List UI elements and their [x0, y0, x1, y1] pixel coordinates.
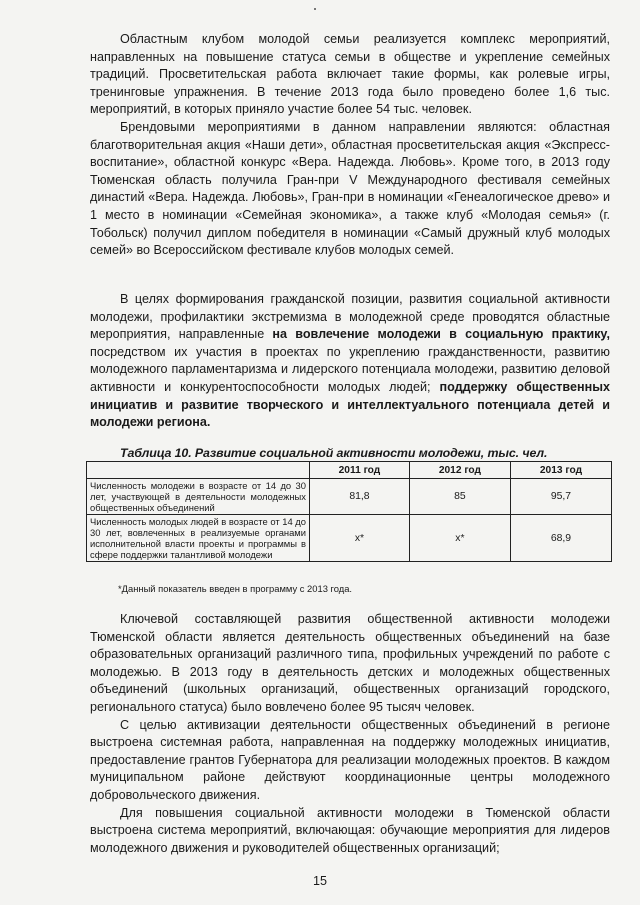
civic-bold-part2: поддержку общественных инициатив и развитие творческого и интеллектуального потенциала детей и молодежи региона. [90, 379, 610, 430]
table-row-label: Численность молодых людей в возрасте от 14 до 30 лет, вовлеченных в реализуемые органами исполнительной власти проекты и программы в сфере поддержки талантливой молодежи [87, 515, 310, 562]
intro-text-block [90, 31, 610, 260]
table-row [87, 479, 612, 515]
table-cell: 81,8 [310, 479, 410, 515]
paragraph-activity-measures: Для повышения социальной активности молодежи в Тюменской области выстроена система мероприятий, включающая: обучающие мероприятия для лидеров молодежного движения и руководителей общественных организаций; [90, 805, 610, 855]
table-row-label: Численность молодежи в возрасте от 14 до 30 лет, участвующей в деятельности молодежных общественных объединений [87, 479, 310, 515]
paragraph-systemic-work: С целью активизации деятельности общественных объединений в регионе выстроена системная работа, направленная на поддержку молодежных инициатив, предоставление грантов Губернатора для реализации молодежных проектов. В каждом муниципальном районе действуют координационные центры молодежного добровольческого движения. [90, 717, 610, 802]
table-cell: 95,7 [510, 479, 611, 515]
table-cell: х* [310, 515, 410, 562]
paragraph-brand-events: Брендовыми мероприятиями в данном направлении являются: областная благотворительная акция «Наши дети», областная просветительская акция «Экспресс-воспитание», областной конкурс «Вера. Надежда. Любовь». Кроме того, в 2013 году Тюменская область получила Гран-при V Международного фестиваля семейных династий «Вера. Надежда. Любовь», Гран-при в номинации «Генеалогическое древо» и 1 место в номинации «Семейная экономика», а также клуб «Молодая семья» (г. Тобольск) получил диплом победителя в номинации «Самый дружный клуб молодых семей» во Всероссийском фестивале клубов молодых семей. [90, 119, 610, 258]
table-header-cell: 2013 год [510, 462, 611, 479]
table-cell: х* [409, 515, 510, 562]
paragraph-public-associations: Ключевой составляющей развития общественной активности молодежи Тюменской области является деятельность общественных объединений на базе образовательных организаций различного типа, профильных учреждений по работе с молодежью. В 2013 году в деятельность детских и молодежных общественных объединений (школьных организаций, общественных организаций городского, регионального статуса) было вовлечено более 95 тысяч человек. [90, 612, 610, 714]
table-caption: Таблица 10. Развитие социальной активности молодежи, тыс. чел. [120, 446, 548, 460]
paragraph-civic-position [90, 291, 610, 432]
paragraph-family-club: Областным клубом молодой семьи реализуется комплекс мероприятий, направленных на повышение статуса семьи в обществе и укрепление семейных традиций. Просветительская работа включает такие формы, как ролевые игры, тренинговые упражнения. В течение 2013 года было проведено более 1,6 тыс. мероприятий, в которых приняло участие более 54 тыс. человек. [90, 32, 610, 117]
page-number: 15 [312, 874, 327, 888]
table-header-cell [87, 462, 310, 479]
civic-bold-part1: на вовлечение молодежи в социальную практику, [272, 327, 610, 342]
table-cell: 68,9 [510, 515, 611, 562]
civic-text-part2: посредством их участия в проектах по укреплению гражданственности, развитию молодежного парламентаризма и лидерского потенциала молодежи, развитию деловой активности и конкурентоспособности молодых людей; [90, 344, 610, 394]
civic-text-part1: В целях формирования гражданской позиции, развития социальной активности молодежи, профилактики экстремизма в молодежной среде проводятся областные мероприятия, направленные [90, 292, 610, 342]
closing-text-block [90, 611, 610, 857]
social-activity-table [86, 461, 612, 562]
table-cell: 85 [409, 479, 510, 515]
table-header-cell: 2011 год [310, 462, 410, 479]
scan-speck [314, 8, 316, 10]
table-header-cell: 2012 год [409, 462, 510, 479]
table-footnote: *Данный показатель введен в программу с 2013 года. [118, 583, 353, 594]
table-row [87, 515, 612, 562]
table-header-row [87, 462, 612, 479]
civic-text-block [90, 291, 610, 432]
